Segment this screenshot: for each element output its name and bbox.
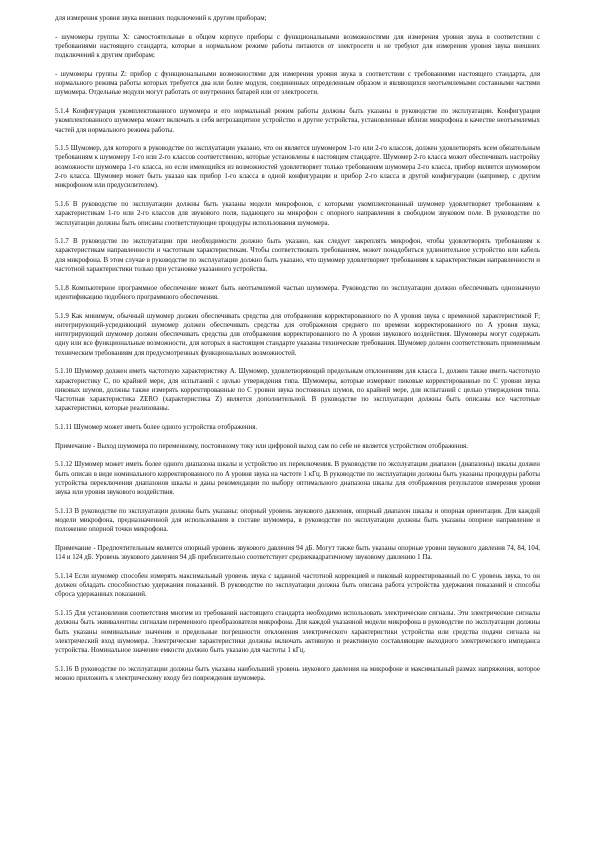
document-page: [55, 14, 540, 683]
paragraph: - шумомеры группы Z: прибор с функциональными возможностями для измерения уровня звука в соответствии с требованиями настоящего стандарта, для нормального режима работы которых требуется два или более модуля, соединенных определенным образом и являющихся неотъемлемыми составными частями шумомера. Отдельные модули могут работать от внутренних батарей или от электросети.: [55, 70, 540, 97]
paragraph: 5.1.4 Конфигурация укомплектованного шумомера и его нормальный режим работы должны быть указаны в руководстве по эксплуатации. Конфигурация укомплектованного шумомера может включать в себя ветрозащитное устройство и другие устройства, установленные вблизи микрофона в качестве неотъемлемых частей для нормального режима работы.: [55, 107, 540, 134]
paragraph: 5.1.9 Как минимум, обычный шумомер должен обеспечивать средства для отображения корректированного по A уровня звука с временной характеристикой F; интегрирующий-усредняющий шумомер должен обеспечивать средства для отображения среднего по времени корректированного по A уровня звука; интегрирующий шумомер должен обеспечивать средства для отображения корректированного по A уровня звукового воздействия. Шумомеры могут содержать одну или все функциональные возможности, для которых в настоящем стандарте указаны технические требования. Шумомер должен соответствовать применимым техническим требованиям для предусмотренных функциональных возможностей.: [55, 312, 540, 357]
paragraph: 5.1.16 В руководстве по эксплуатации должны быть указаны наибольший уровень звукового давления на микрофоне и максимальный размах напряжения, которое можно приложить к электрическому входу без повреждения шумомера.: [55, 665, 540, 683]
paragraph: 5.1.13 В руководстве по эксплуатации должны быть указаны: опорный уровень звукового давления, опорный диапазон шкалы и опорная ориентация. Для каждой модели микрофона, предназначенной для использования в составе шумомера, в руководстве по эксплуатации должны быть указаны опорное направление и положение опорной точки микрофона.: [55, 507, 540, 534]
paragraph: 5.1.7 В руководстве по эксплуатации при необходимости должно быть указано, как следует закреплять микрофон, чтобы удовлетворять требованиям к характеристикам направленности и частотным характеристикам. Чтобы соответствовать требованиям, может понадобиться удлинительное устройство или кабель для микрофона. В этом случае в руководстве по эксплуатации должно быть указано, что шумомер удовлетворяет требованиям к характеристикам направленности и частотной характеристики только при установке указанного устройства.: [55, 238, 540, 274]
paragraph: 5.1.11 Шумомер может иметь более одного устройства отображения.: [55, 424, 258, 432]
paragraph: для измерения уровня звука внешних подключений к другим приборам;: [55, 15, 267, 22]
paragraph: 5.1.15 Для установления соответствия многим из требований настоящего стандарта необходимо использовать электрические сигналы. Эти электрические сигналы должны быть эквивалентны сигналам переменного преобразователя микрофона. Для каждой указанной модели микрофона в руководстве по эксплуатации должны быть указаны номинальные значения и предельные погрешности отклонения электрического характеристики устройства или средства подачи сигнала на электрический вход шумомера. Электрические характеристики должны включать активную и реактивную составляющие выходного электрического импеданса устройства. Номинальное значение емкости должно быть указано для частоты 1 кГц.: [55, 610, 540, 655]
paragraph: - шумомеры группы X: самостоятельные в общем корпусе приборы с функциональными возможностями для измерения уровня звука в соответствии с требованиями настоящего стандарта, которые в нормальном режиме работы питаются от электросети и не требуют для измерения уровня звука внешних подключений к другим приборам;: [55, 33, 540, 60]
paragraph: 5.1.5 Шумомер, для которого в руководстве по эксплуатации указано, что он является шумомером 1-го или 2-го классов, должен удовлетворять всем обязательным требованиям к шумомеру 1-го или 2-го классов соответственно, которые установлены в настоящем стандарте. Шумомер 2-го класса может обеспечивать настройку возможности шумомера 1-го класса, но если имеющийся из возможностей удовлетворяет только требованиям шумомера 2-го класса, прибор является шумомером 2-го класса. Шумомер может быть указан как прибор 1-го класса в одной конфигурации и прибор 2-го класса в другой конфигурации (например, с другим микрофоном или предусилителем).: [55, 145, 540, 190]
paragraph: 5.1.12 Шумомер может иметь более одного диапазона шкалы и устройство их переключения. В руководстве по эксплуатации диапазон (диапазоны) шкалы должен быть описан в виде номинального корректированного по A уровня звука на частоте 1 кГц. В руководстве по эксплуатации должны быть указаны процедуры работы устройства переключения диапазонов шкалы и даны рекомендации по выбору оптимального диапазона шкалы для отображения результатов измерения уровня звука или уровня звукового воздействия.: [55, 461, 540, 497]
paragraph: 5.1.14 Если шумомер способен измерять максимальный уровень звука с заданной частотной коррекцией и пиковый корректированный по C уровень звука, то он должен обладать способностью удержания показаний. В руководстве по эксплуатации должна быть описана работа устройства удержания показаний и способы сброса удержанных показаний.: [55, 572, 540, 599]
paragraph: 5.1.8 Компьютерное программное обеспечение может быть неотъемлемой частью шумомера. Руководство по эксплуатации должно обеспечивать однозначную идентификацию подобного программного обеспечения.: [55, 284, 540, 301]
paragraph: 5.1.6 В руководстве по эксплуатации должны быть указаны модели микрофонов, с которыми укомплектованный шумомер удовлетворяет требованиям к характеристикам 1-го или 2-го классов для звукового поля, падающего на микрофон с опорного направления в свободном звуковом поле. В руководстве по эксплуатации должны быть описаны соответствующие процедуры использования шумомера.: [55, 200, 540, 227]
note: Примечание - Предпочтительным является опорный уровень звукового давления 94 дБ. Могут также быть указаны опорные уровни звукового давления 74, 84, 104, 114 и 124 дБ. Уровень звукового давления 94 дБ приблизительно соответствует среднеквадратичному звуковому давлению 1 Па.: [55, 544, 540, 562]
note: Примечание - Выход шумомера по переменному, постоянному току или цифровой выход сам по себе не является устройством отображения.: [55, 442, 468, 450]
paragraph: 5.1.10 Шумомер должен иметь частотную характеристику A. Шумомер, удовлетворяющий предельным отклонениям для класса 1, должен также иметь частотную характеристику C, по крайней мере, для испытаний с целью утверждения типа. Шумомеры, которые измеряют пиковые корректированные по C уровни звука пиковых шумов, должны также измерять корректированные по C уровни звука постоянных шумов, по крайней мере, для испытаний с целью утверждения типа. Частотная характеристика ZERO (характеристика Z) является дополнительной. В руководстве по эксплуатации должны быть описаны все частотные характеристики, которые реализованы.: [55, 368, 540, 413]
